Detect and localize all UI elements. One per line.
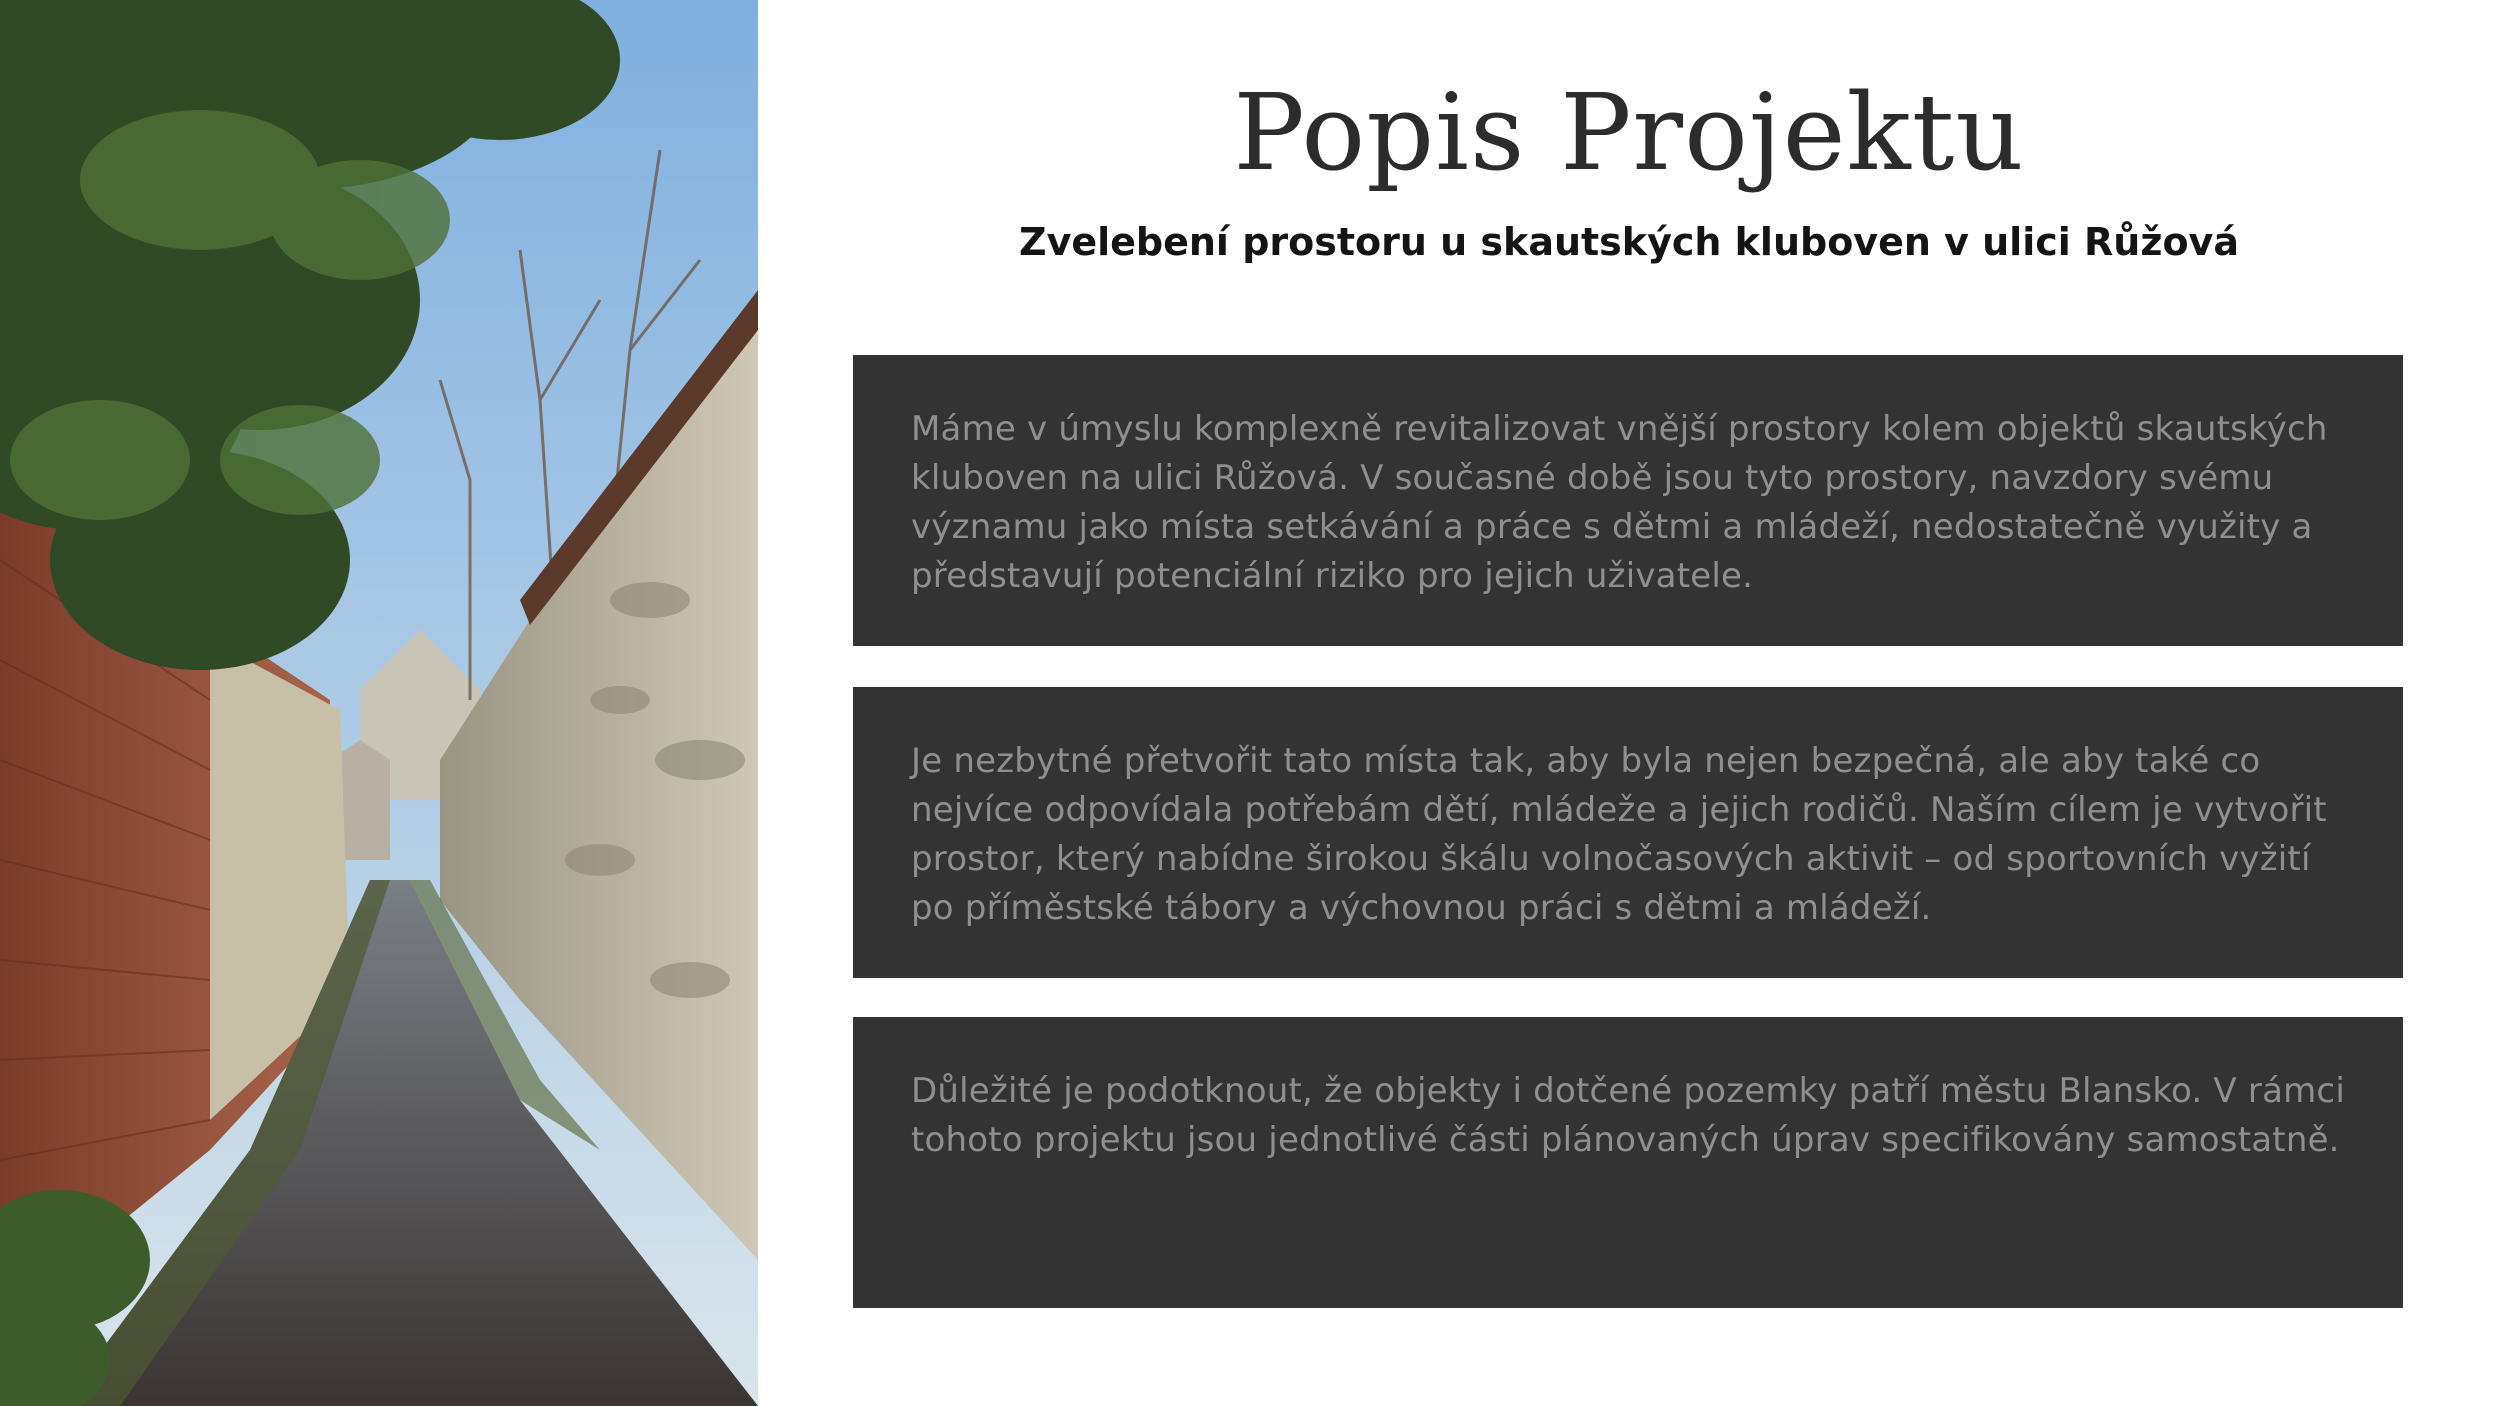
description-card [853,687,2403,978]
page-subtitle: Zvelebení prostoru u skautských kluboven v ulici Růžová [1019,220,2239,264]
page-title: Popis Projektu [1233,71,2025,194]
description-text: Máme v úmyslu komplexně revitalizovat vnější prostory kolem objektů skautských kluboven na ulici Růžová. V současné době jsou tyto prostory, navzdory svému významu jako místa setkávání a práce s dětmi a mládeží, nedostatečně využity a představují potenciální riziko pro jejich uživatele. [911,409,2328,596]
description-card [853,355,2403,646]
alley-photo [0,0,758,1406]
description-card [853,1017,2403,1308]
description-text: Je nezbytné přetvořit tato místa tak, aby byla nejen bezpečná, ale aby také co nejvíce odpovídala potřebám dětí, mládeže a jejich rodičů. Naším cílem je vytvořit prostor, který nabídne širokou škálu volnočasových aktivit – od sportovních vyžití po příměstské tábory a výchovnou práci s dětmi a mládeží. [911,741,2327,928]
description-text: Důležité je podotknout, že objekty i dotčené pozemky patří městu Blansko. V rámci tohoto projektu jsou jednotlivé části plánovaných úprav specifikovány samostatně. [911,1071,2345,1160]
